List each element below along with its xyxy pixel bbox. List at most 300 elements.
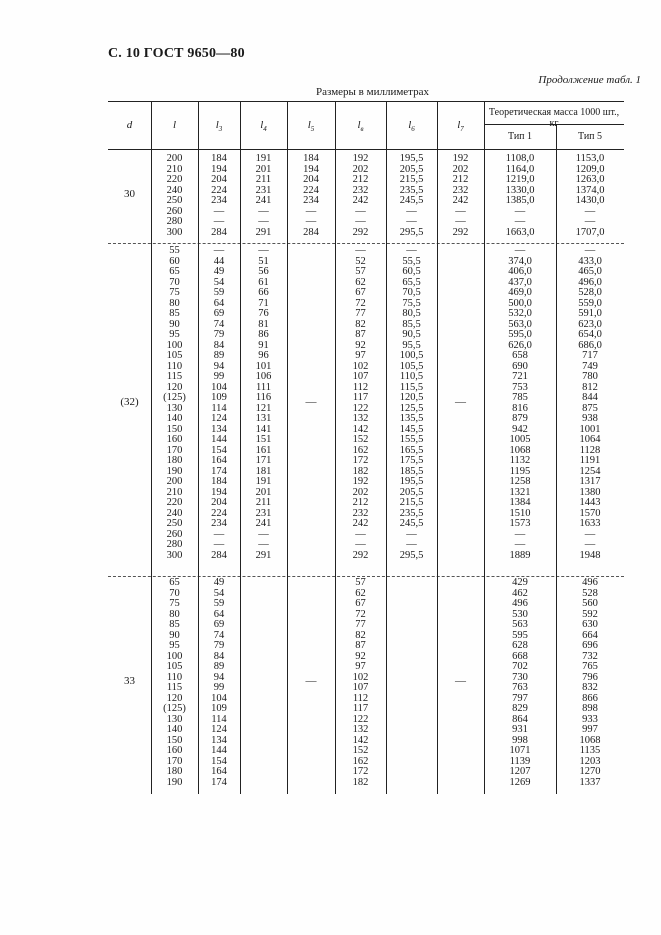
column-l6 (386, 246, 437, 561)
table-cell: 195,5 (399, 476, 424, 487)
merged-dash-cell: — (455, 675, 466, 687)
table-cell: — (355, 539, 366, 550)
table-cell: 260 (166, 205, 183, 217)
column-l7 (437, 154, 484, 238)
table-cell: 763 (512, 682, 528, 693)
table-cell (386, 599, 437, 610)
table-cell: 1384 (509, 497, 531, 508)
table-cell: 55,5 (402, 255, 421, 267)
table-cell: 135,5 (399, 413, 424, 424)
table-cell (386, 683, 437, 694)
table-cell: — (514, 216, 526, 227)
table-cell: 732 (582, 650, 598, 662)
table-cell: 496 (582, 577, 598, 588)
table-cell: 90 (169, 318, 180, 330)
table-cell (240, 641, 287, 652)
table-cell: — (514, 245, 526, 256)
table-cell: 66 (258, 287, 269, 298)
table-cell: 623,0 (578, 318, 602, 330)
merged-dash-cell: — (305, 395, 317, 408)
table-cell: 67 (355, 598, 366, 609)
table-cell: 234 (211, 518, 227, 529)
table-cell: 1269 (509, 776, 531, 788)
table-cell: 49 (213, 266, 225, 277)
table-cell: 102 (352, 360, 369, 372)
table-cell: 100,5 (399, 350, 424, 361)
table-cell: 406,0 (508, 266, 532, 277)
table-cell: 829 (512, 703, 528, 714)
table-cell: 69 (213, 308, 225, 319)
table-cell: 528,0 (578, 287, 602, 298)
table-cell: — (355, 245, 366, 256)
table-cell: 560 (582, 598, 598, 609)
header-d: d (126, 119, 133, 131)
table-cell: 65,5 (402, 276, 421, 288)
table-cell: 182 (352, 465, 369, 477)
header-l5: $l_5$ (307, 119, 315, 134)
table-cell: 194 (303, 163, 319, 175)
table-cell: 180 (166, 455, 183, 466)
table-cell: 140 (166, 724, 183, 735)
table-cell: 1317 (579, 476, 601, 487)
table-cell: 1132 (509, 455, 531, 466)
table-cell: — (514, 205, 526, 217)
table-cell: 938 (582, 413, 598, 424)
table-cell: 95,5 (402, 339, 421, 351)
table-cell: — (584, 245, 596, 256)
table-cell: 242 (352, 518, 369, 529)
table-cell: 82 (355, 629, 366, 641)
table-cell: 626,0 (508, 339, 532, 351)
table-cell: (125) (163, 703, 186, 714)
table-cell: 130 (166, 402, 183, 414)
table-cell: 121 (255, 402, 272, 414)
table-cell: 102 (352, 671, 369, 683)
column-l6 (386, 578, 437, 788)
table-cell (240, 578, 287, 589)
table-cell: 1064 (579, 434, 601, 445)
table-cell: 630 (582, 619, 598, 630)
table-cell: 192 (452, 153, 469, 164)
table-cell: 201 (255, 486, 272, 498)
d-value: 30 (124, 188, 135, 200)
table-cell: 49 (213, 577, 225, 588)
table-cell: 116 (255, 392, 272, 403)
table-cell (240, 757, 287, 768)
table-cell: 54 (213, 276, 225, 288)
table-cell: 1108,0 (505, 153, 535, 164)
table-cell: 280 (166, 539, 183, 550)
table-cell (386, 652, 437, 663)
table-cell: 1207 (509, 766, 531, 777)
table-cell (240, 599, 287, 610)
table-cell (386, 694, 437, 705)
table-cell (386, 641, 437, 652)
table-cell (386, 631, 437, 642)
table-cell: 109 (211, 703, 227, 714)
table-cell: 496 (512, 598, 528, 609)
table-cell: 111 (256, 381, 271, 393)
table-cell: 1258 (509, 476, 531, 487)
table-cell: 191 (255, 476, 272, 487)
table-cell: 291 (255, 549, 272, 561)
table-cell: 184 (303, 153, 319, 164)
table-cell: 117 (352, 703, 369, 714)
table-cell (386, 662, 437, 673)
table-cell: 190 (166, 776, 183, 788)
table-cell: 592 (582, 608, 598, 620)
table-cell: 284 (211, 226, 227, 238)
table-cell: 112 (352, 692, 369, 704)
table-cell: 99 (213, 371, 225, 382)
table-cell: 231 (255, 184, 272, 196)
table-top-rule (108, 101, 624, 102)
table-cell: 1263,0 (575, 174, 605, 185)
table-cell: 92 (355, 650, 366, 662)
table-cell: 80 (169, 608, 180, 620)
table-cell: 997 (582, 724, 598, 735)
table-cell: 62 (355, 587, 366, 599)
table-cell: 205,5 (399, 486, 424, 498)
table-cell: 559,0 (578, 297, 602, 309)
table-cell: 164 (211, 455, 227, 466)
table-cell (386, 620, 437, 631)
table-cell: 114 (211, 713, 227, 725)
table-cell: 105 (166, 350, 183, 361)
table-cell: 1570 (579, 507, 601, 519)
table-cell: 530 (512, 608, 528, 620)
table-cell: 194 (211, 486, 227, 498)
table-cell: 998 (512, 734, 528, 746)
table-cell: — (406, 245, 417, 256)
table-cell: 200 (166, 153, 183, 164)
table-cell: 191 (255, 153, 272, 164)
table-cell: 220 (166, 174, 183, 185)
table-cell: 1254 (579, 465, 601, 477)
table-cell: 240 (166, 507, 183, 519)
table-cell: 211 (255, 497, 272, 508)
table-cell: 161 (255, 444, 272, 456)
table-cell: 194 (211, 163, 227, 175)
table-cell: 132 (352, 724, 369, 735)
table-cell: 204 (211, 497, 227, 508)
table-cell: 164 (211, 766, 227, 777)
table-cell: 1663,0 (505, 226, 535, 238)
table-cell: 180 (166, 766, 183, 777)
table-cell: 105,5 (399, 360, 424, 372)
table-cell: 1219,0 (505, 174, 535, 185)
table-cell: 210 (166, 486, 183, 498)
table-cell: — (584, 205, 596, 217)
header-l: l (172, 119, 177, 131)
table-cell (240, 767, 287, 778)
table-cell: 1135 (579, 745, 601, 756)
table-cell: 65 (169, 577, 180, 588)
table-cell: 215,5 (399, 174, 424, 185)
table-cell: 170 (166, 755, 183, 767)
table-cell: 753 (512, 381, 528, 393)
header-l6: $l_6$ (408, 119, 415, 134)
table-cell: 190 (166, 465, 183, 477)
table-cell: 654,0 (578, 329, 602, 340)
table-cell: 92 (355, 339, 366, 351)
table-cell: 105 (166, 661, 183, 672)
table-cell: 79 (213, 329, 225, 340)
table-cell: 1321 (509, 486, 531, 498)
table-cell: 1195 (509, 465, 531, 477)
table-cell: 1948 (579, 549, 601, 561)
table-cell: 832 (582, 682, 598, 693)
table-cell: 100 (166, 650, 183, 662)
table-cell: — (406, 528, 417, 540)
table-cell (386, 736, 437, 747)
table-cell: 184 (211, 153, 227, 164)
table-cell: 721 (512, 371, 528, 382)
table-cell: 114 (211, 402, 227, 414)
table-cell: 1573 (509, 518, 531, 529)
column-l (151, 578, 198, 788)
table-cell: 120,5 (399, 392, 424, 403)
column-l5 (287, 154, 335, 238)
table-cell: 65 (169, 266, 180, 277)
table-cell: 250 (166, 518, 183, 529)
table-cell: 52 (355, 255, 366, 267)
column-l6 (386, 154, 437, 238)
table-cell: 1005 (509, 434, 531, 445)
table-cell: 224 (211, 507, 227, 519)
table-cell: 201 (255, 163, 272, 175)
table-cell: 866 (582, 692, 598, 704)
table-cell (240, 620, 287, 631)
table-cell: — (584, 528, 596, 540)
table-cell: 104 (211, 692, 227, 704)
table-cell: 125,5 (399, 402, 424, 414)
table-cell: 59 (213, 287, 225, 298)
table-cell: 210 (166, 163, 183, 175)
table-cell: 160 (166, 434, 183, 445)
table-cell: 628 (512, 640, 528, 651)
table-cell: 64 (213, 608, 225, 620)
table-cell: 152 (352, 745, 369, 756)
table-cell: 234 (211, 195, 227, 206)
table-cell: 85,5 (402, 318, 421, 330)
table-cell: 122 (352, 713, 369, 725)
table-cell: 563 (512, 619, 528, 630)
column-t5 (556, 246, 624, 561)
table-cell: 1374,0 (575, 184, 605, 196)
d-value: 33 (124, 675, 135, 687)
header-type5: Тип 5 (577, 131, 603, 142)
table-cell: 212 (352, 497, 369, 508)
header-lb: $l_в$ (357, 119, 364, 134)
table-cell: — (305, 205, 317, 217)
table-cell (240, 652, 287, 663)
table-cell: 260 (166, 528, 183, 540)
table-cell: 109 (211, 392, 227, 403)
table-cell: 142 (352, 423, 369, 435)
table-cell: 181 (255, 465, 272, 477)
table-cell: 1633 (579, 518, 601, 529)
table-cell: 60 (169, 255, 180, 267)
column-l3 (198, 578, 240, 788)
table-cell: 1385,0 (505, 195, 535, 206)
table-cell (386, 673, 437, 684)
table-cell: 245,5 (399, 195, 424, 206)
table-cell: 465,0 (578, 266, 602, 277)
header-l4: $l_4$ (260, 119, 267, 134)
table-cell: 241 (255, 518, 272, 529)
table-cell: — (406, 216, 417, 227)
table-cell: 154 (211, 755, 227, 767)
page-title: С. 10 ГОСТ 9650—80 (108, 46, 245, 61)
table-cell: 94 (213, 360, 225, 372)
table-cell: 242 (452, 195, 469, 206)
table-cell: 95 (169, 640, 180, 651)
table-cell: 96 (258, 350, 269, 361)
table-cell: 72 (355, 608, 366, 620)
table-cell: 730 (512, 671, 528, 683)
table-cell: 75 (169, 598, 180, 609)
column-l (151, 246, 198, 561)
table-cell: 1068 (579, 734, 601, 746)
table-cell: 702 (512, 661, 528, 672)
table-cell: 112 (352, 381, 369, 393)
table-cell: 284 (303, 226, 319, 238)
table-cell: 134 (211, 423, 227, 435)
table-cell (386, 589, 437, 600)
table-cell: 104 (211, 381, 227, 393)
table-cell: — (213, 245, 225, 256)
table-cell: — (406, 539, 417, 550)
table-cell: 212 (352, 174, 369, 185)
table-cell: 79 (213, 640, 225, 651)
table-cell: 240 (166, 184, 183, 196)
table-cell: 107 (352, 371, 369, 382)
table-cell: 56 (258, 266, 269, 277)
table-cell: 595 (512, 629, 528, 641)
table-cell: 74 (213, 629, 225, 641)
section-divider (108, 576, 624, 577)
table-cell: — (258, 528, 269, 540)
table-cell: 74 (213, 318, 225, 330)
table-cell: 84 (213, 650, 225, 662)
table-cell: 90,5 (402, 329, 421, 340)
table-cell: 234 (303, 195, 319, 206)
table-cell: 174 (211, 465, 227, 477)
table-cell: 61 (258, 276, 269, 288)
table-cell: — (258, 245, 269, 256)
table-cell: 124 (211, 724, 227, 735)
table-cell (240, 778, 287, 789)
table-cell: 1380 (579, 486, 601, 498)
table-cell (240, 694, 287, 705)
table-cell: 120 (166, 692, 183, 704)
table-cell: 144 (211, 745, 227, 756)
table-cell: 1153,0 (575, 153, 605, 164)
table-cell (240, 673, 287, 684)
section-divider (108, 243, 624, 244)
table-cell: — (305, 216, 317, 227)
table-cell: 122 (352, 402, 369, 414)
table-cell: 500,0 (508, 297, 532, 309)
table-cell: 132 (352, 413, 369, 424)
table-cell: 280 (166, 216, 183, 227)
table-cell: 130 (166, 713, 183, 725)
table-cell (386, 578, 437, 589)
table-cell: 292 (352, 226, 369, 238)
table-cell (240, 715, 287, 726)
table-cell: 235,5 (399, 184, 424, 196)
table-cell: — (258, 216, 269, 227)
table-cell (240, 683, 287, 694)
table-cell: 686,0 (578, 339, 602, 351)
table-cell: — (455, 216, 466, 227)
table-cell: 192 (352, 153, 369, 164)
table-cell: 67 (355, 287, 366, 298)
table-cell: 591,0 (578, 308, 602, 319)
column-l3 (198, 246, 240, 561)
table-cell: — (258, 205, 269, 217)
table-cell: 120 (166, 381, 183, 393)
table-cell: 292 (452, 226, 469, 238)
table-cell: 374,0 (508, 255, 532, 267)
table-cell: 82 (355, 318, 366, 330)
table-cell: 57 (355, 577, 366, 588)
table-cell: 1270 (579, 766, 601, 777)
table-cell: 64 (213, 297, 225, 309)
table-cell: 469,0 (508, 287, 532, 298)
table-cell: — (355, 528, 366, 540)
table-cell: 437,0 (508, 276, 532, 288)
table-cell: 202 (452, 163, 469, 175)
table-cell: (125) (163, 392, 186, 403)
table-cell: 107 (352, 682, 369, 693)
table-cell: 110,5 (399, 371, 424, 382)
table-cell: 212 (452, 174, 469, 185)
table-cell: 797 (512, 692, 528, 704)
column-t5 (556, 578, 624, 788)
table-cell (240, 610, 287, 621)
table-cell: 160 (166, 745, 183, 756)
table-cell: 563,0 (508, 318, 532, 330)
table-cell: 300 (166, 549, 183, 561)
table-cell: 150 (166, 423, 183, 435)
table-cell: 844 (582, 392, 598, 403)
table-cell: 182 (352, 776, 369, 788)
table-cell (240, 746, 287, 757)
column-l4 (240, 578, 287, 788)
table-cell (386, 725, 437, 736)
column-t1 (484, 246, 556, 561)
table-cell (386, 715, 437, 726)
table-cell: 162 (352, 444, 369, 456)
table-cell: 89 (213, 350, 225, 361)
table-cell: — (514, 539, 526, 550)
column-t5 (556, 154, 624, 238)
table-cell: 75 (169, 287, 180, 298)
table-cell: 796 (582, 671, 598, 683)
table-cell: 295,5 (399, 226, 424, 238)
table-cell: 185,5 (399, 465, 424, 477)
table-cell: 117 (352, 392, 369, 403)
table-cell (240, 736, 287, 747)
table-cell: 97 (355, 350, 366, 361)
table-cell: 101 (255, 360, 272, 372)
table-cell: 204 (211, 174, 227, 185)
table-cell (386, 610, 437, 621)
table-cell: 184 (211, 476, 227, 487)
table-cell: 232 (352, 184, 369, 196)
